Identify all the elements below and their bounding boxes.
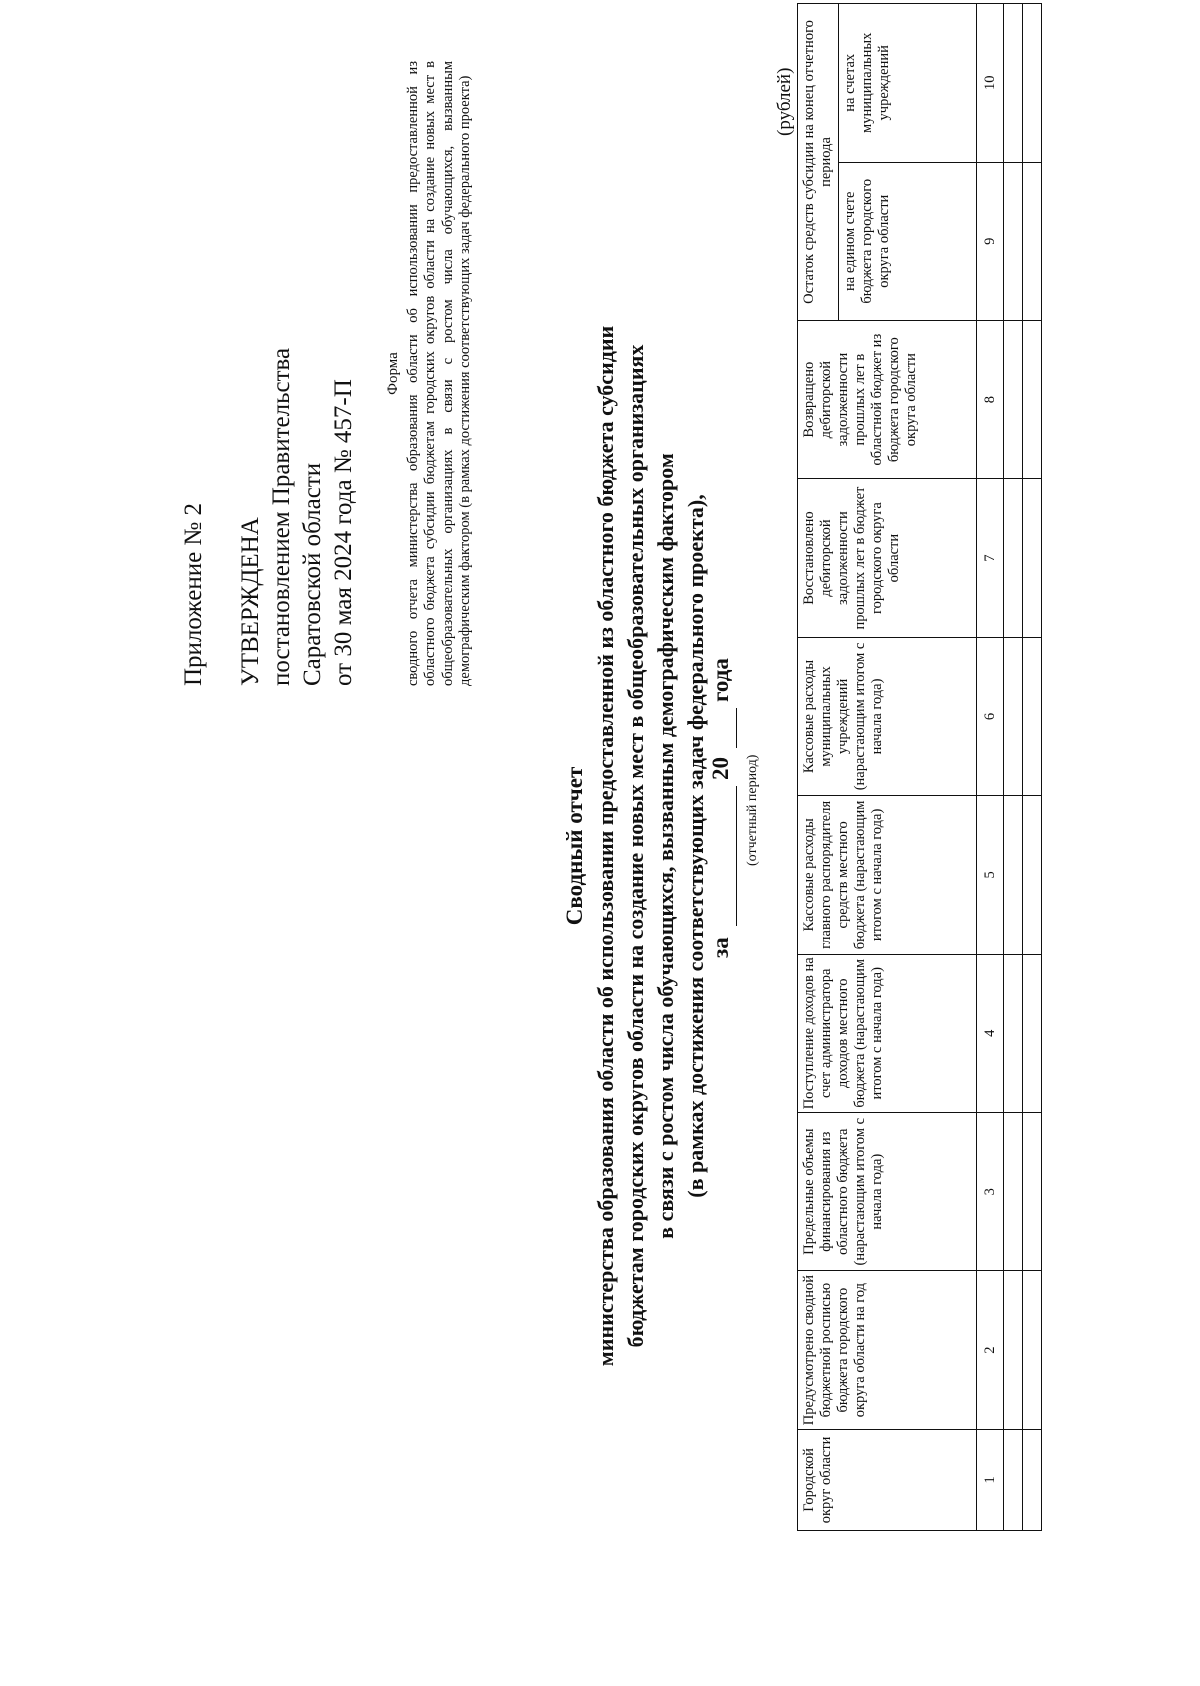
column-number: 8 bbox=[977, 320, 1004, 478]
table-cell bbox=[1023, 796, 1042, 954]
table-cell bbox=[1023, 954, 1042, 1112]
table-cell bbox=[1023, 1271, 1042, 1429]
table-cell bbox=[1023, 320, 1042, 478]
report-title-line: (в рамках достижения соответствующих задач федерального проекта), bbox=[683, 494, 708, 1198]
table-cell bbox=[1004, 1429, 1023, 1530]
table-row bbox=[1004, 4, 1023, 1531]
column-number: 10 bbox=[977, 4, 1004, 163]
table-cell bbox=[1004, 954, 1023, 1112]
approval-line: УТВЕРЖДЕНА bbox=[237, 517, 264, 686]
column-header: Возвращено дебиторской задолженности прошлых лет в областной бюджет из бюджета городского округа области bbox=[798, 320, 977, 478]
column-number: 7 bbox=[977, 479, 1004, 637]
column-number: 2 bbox=[977, 1271, 1004, 1429]
table-cell bbox=[1004, 320, 1023, 478]
report-title-line: бюджетам городских округов области на создание новых мест в общеобразовательных организациях bbox=[623, 344, 648, 1348]
approval-line: постановлением Правительства bbox=[268, 347, 295, 686]
column-number: 3 bbox=[977, 1112, 1004, 1270]
table-row bbox=[1023, 4, 1042, 1531]
column-number: 5 bbox=[977, 796, 1004, 954]
table-cell bbox=[1023, 479, 1042, 637]
report-period-row bbox=[708, 106, 740, 1586]
table-cell bbox=[1023, 162, 1042, 320]
year-blank-line bbox=[736, 708, 737, 748]
column-number: 6 bbox=[977, 637, 1004, 795]
table-cell bbox=[1004, 479, 1023, 637]
table-cell bbox=[1023, 1429, 1042, 1530]
column-header: Предусмотрено сводной бюджетной росписью бюджета городского округа области на год bbox=[798, 1271, 977, 1429]
sub-header: на едином счете бюджета городского округа области bbox=[839, 162, 977, 320]
table-cell bbox=[1004, 4, 1023, 163]
table-cell bbox=[1023, 4, 1042, 163]
report-title-block bbox=[560, 106, 711, 1586]
report-title: Сводный отчет bbox=[562, 766, 587, 926]
column-number: 1 bbox=[977, 1429, 1004, 1530]
table-cell bbox=[1023, 637, 1042, 795]
approval-block bbox=[235, 348, 359, 686]
header-row bbox=[798, 4, 839, 1531]
column-header: Поступление доходов на счет администратора доходов местного бюджета (нарастающим итогом с начала года) bbox=[798, 954, 977, 1112]
report-title-line: в связи с ростом числа обучающихся, вызванным демографическим фактором bbox=[653, 453, 678, 1239]
column-number: 4 bbox=[977, 954, 1004, 1112]
form-title: Форма bbox=[385, 352, 401, 395]
column-header: Городской округ области bbox=[798, 1429, 977, 1530]
appendix-label: Приложение № 2 bbox=[180, 502, 207, 686]
column-number: 9 bbox=[977, 162, 1004, 320]
column-header: Предельные объемы финансирования из областного бюджета (нарастающим итогом с начала года) bbox=[798, 1112, 977, 1270]
report-table bbox=[797, 3, 1042, 1531]
column-header: Восстановлено дебиторской задолженности прошлых лет в бюджет городского округа области bbox=[798, 479, 977, 637]
table-cell bbox=[1004, 637, 1023, 795]
period-suffix: года bbox=[708, 658, 733, 702]
table-cell bbox=[1004, 1271, 1023, 1429]
sub-header: на счетах муниципальных учреждений bbox=[839, 4, 977, 163]
form-description: сводного отчета министерства образования области об использовании предоставленной из областного бюджета субсидии бюджетам городских округов области на создание новых мест в общеобразовательных организациях в связи с ростом числа обучающихся, вызванным демографическим фактором (в рамках достижения соответствующих задач федерального проекта) bbox=[404, 61, 474, 686]
table-cell bbox=[1023, 1112, 1042, 1270]
period-year-prefix: 20 bbox=[708, 757, 733, 780]
column-header: Кассовые расходы главного распорядителя средств местного бюджета (нарастающим итогом с начала года) bbox=[798, 796, 977, 954]
table-cell bbox=[1004, 796, 1023, 954]
table-cell bbox=[1004, 1112, 1023, 1270]
period-blank-line bbox=[736, 786, 737, 926]
table-cell bbox=[1004, 162, 1023, 320]
column-number-row bbox=[977, 4, 1004, 1531]
period-caption: (отчетный период) bbox=[745, 754, 760, 866]
units-label: (рублей) bbox=[774, 67, 795, 136]
group-header: Остаток средств субсидии на конец отчетного периода bbox=[798, 4, 839, 321]
approval-line: Саратовской области bbox=[299, 462, 326, 686]
column-header: Кассовые расходы муниципальных учреждений (нарастающим итогом с начала года) bbox=[798, 637, 977, 795]
report-title-line: министерства образования области об использовании предоставленной из областного бюджета субсидии bbox=[593, 325, 618, 1367]
approval-line: от 30 мая 2024 года № 457-П bbox=[330, 379, 357, 686]
form-block bbox=[385, 61, 475, 686]
period-prefix: за bbox=[708, 937, 733, 958]
